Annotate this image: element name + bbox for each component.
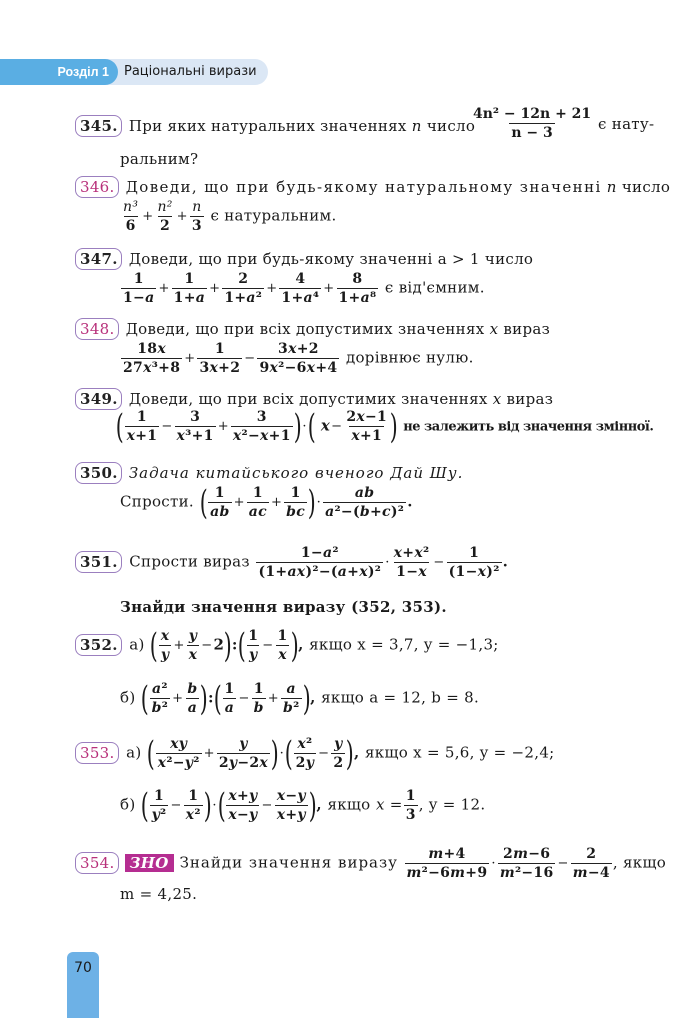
task-353a: 353. а) ( $\frac{xy}{\text{x²−y²}}$ + $\frac{y}{2y-2x}$ )·( $\frac{\text{x²}}{2y}$ − $\frac{y}{2}$ ), якщо x = 5,6, y = −2,4; <box>75 735 555 772</box>
task-text: є нату- <box>598 115 655 133</box>
variable: n <box>411 117 422 135</box>
task-number: 348. <box>75 318 119 340</box>
task-number: 351. <box>75 551 122 573</box>
chapter-label: Розділ 1 <box>0 59 118 85</box>
condition: якщо <box>327 795 371 814</box>
section-heading: Знайди значення виразу (352, 353). <box>120 598 447 616</box>
task-text: дорівнює нулю. <box>345 348 474 367</box>
variable: x <box>489 320 499 338</box>
task-354: 354. ЗНО Знайди значення виразу $\frac{m+4}{\text{m²−6m+9}}$ · $\frac{2m-6}{\text{m²−16}}$ − $\frac{2}{m-4}$ , якщо <box>75 845 666 882</box>
task-text: Доведи, що при всіх допустимих значеннях <box>128 390 488 408</box>
task-347 <box>75 248 533 270</box>
task-353b: б) ( $\frac{1}{\text{y²}}$ − $\frac{1}{\text{x²}}$ )·( $\frac{x+y}{x-y}$ − $\frac{x-y}{x+y}$ ), якщо x = $\frac{1}{3}$ , y = 12. <box>120 785 486 826</box>
expression-346: $\frac{\text{n³}}{6}$ + $\frac{\text{n²}}{2}$ + $\frac{n}{3}$ є натуральним. <box>123 199 337 234</box>
task-text: число <box>426 117 476 135</box>
part-label: б) <box>120 795 136 814</box>
expression-349: ( $\frac{1}{x+1}$ − $\frac{3}{\text{x³+1}}$ + $\frac{3}{\text{x²−x+1}}$ )·( x− $\frac{2x-1}{x+1}$ ) не залежить від значення змінної. <box>115 406 654 447</box>
condition: , y = 12. <box>418 795 486 814</box>
task-text: вираз <box>503 320 551 338</box>
task-text: Доведи, що при будь-якому значенні <box>128 250 433 268</box>
condition: a > 1 <box>437 250 480 268</box>
task-352a: 352. а) ( $\frac{x}{y}$ + $\frac{y}{x}$ −2):( $\frac{1}{y}$ − $\frac{1}{x}$ ), якщо x = 3,7, y = −1,3; <box>75 627 499 664</box>
task-text: Доведи, що при будь-якому натуральному значенні <box>125 178 602 196</box>
task-number: 345. <box>75 115 122 137</box>
task-number: 349. <box>75 388 122 410</box>
task-text: число <box>484 250 534 268</box>
fraction-345 <box>471 105 593 142</box>
task-title: Задача китайського вченого Дай Шу. <box>128 464 464 482</box>
condition: якщо a = 12, b = 8. <box>321 688 480 707</box>
task-text: Знайди значення виразу <box>179 853 398 872</box>
task-number: 347. <box>75 248 122 270</box>
task-text: Спрости вираз <box>129 552 250 571</box>
expression-350: Спрости. ( $\frac{1}{ab}$ + $\frac{1}{ac}$ + $\frac{1}{bc}$ )· $\frac{ab}{\text{a²−(b+c)²}}$ . <box>120 482 413 523</box>
part-label: а) <box>129 635 145 654</box>
task-348 <box>75 318 550 340</box>
condition: x = <box>375 795 403 814</box>
task-text: Доведи, що при всіх допустимих значеннях <box>125 320 485 338</box>
task-number: 346. <box>75 176 119 198</box>
task-text: При яких натуральних значеннях <box>128 117 407 135</box>
task-text: m = 4,25. <box>120 885 198 903</box>
task-number: 354. <box>75 852 119 874</box>
part-label: а) <box>126 743 142 762</box>
task-number: 350. <box>75 462 122 484</box>
task-number: 352. <box>75 634 122 656</box>
variable: n <box>606 178 617 196</box>
numerator: 4n² − 12n + 21 <box>473 106 592 122</box>
variable: x <box>492 390 502 408</box>
task-352b: б) ( $\frac{\text{a²}}{\text{b²}}$ + $\frac{b}{a}$ ):( $\frac{1}{a}$ − $\frac{1}{b}$ + $\frac{a}{\text{b²}}$ ), якщо a = 12, b = 8. <box>120 678 480 719</box>
task-345 <box>75 115 475 137</box>
task-text: є від'ємним. <box>384 278 485 297</box>
task-351: 351. Спрости вираз $\frac{\text{1−a²}}{\text{(1+ax)²−(a+x)²}}$ · $\frac{\text{x+x²}}{1-x}$ − $\frac{1}{\text{(1−x)²}}$ . <box>75 544 508 581</box>
task-text: ральним? <box>120 150 199 168</box>
task-text: число <box>621 178 671 196</box>
task-number: 353. <box>75 742 119 764</box>
part-label: б) <box>120 688 136 707</box>
chapter-title: Раціональні вирази <box>124 64 257 79</box>
zno-badge: ЗНО <box>125 854 174 872</box>
denominator: n − 3 <box>511 125 553 141</box>
task-text: вираз <box>506 390 554 408</box>
task-text: є натуральним. <box>210 206 337 225</box>
task-text: не залежить від значення змінної. <box>403 419 654 435</box>
condition: якщо x = 3,7, y = −1,3; <box>309 635 499 654</box>
task-text: Спрости. <box>120 492 194 511</box>
expression-347: $\frac{1}{1-a}$ + $\frac{1}{1+a}$ + $\frac{2}{\text{1+a²}}$ + $\frac{4}{\text{1+a⁴}}$ + $\frac{8}{\text{1+a⁸}}$ є від'ємним. <box>123 271 485 306</box>
condition: якщо x = 5,6, y = −2,4; <box>365 743 555 762</box>
task-350 <box>75 462 463 484</box>
expression-348: $\frac{18x}{\text{27x³+8}}$ + $\frac{1}{3x+2}$ − $\frac{3x+2}{\text{9x²−6x+4}}$ дорівнює нулю. <box>123 341 474 376</box>
task-346 <box>75 176 670 198</box>
task-text: , якщо <box>612 853 667 872</box>
page-number: 70 <box>74 960 92 976</box>
